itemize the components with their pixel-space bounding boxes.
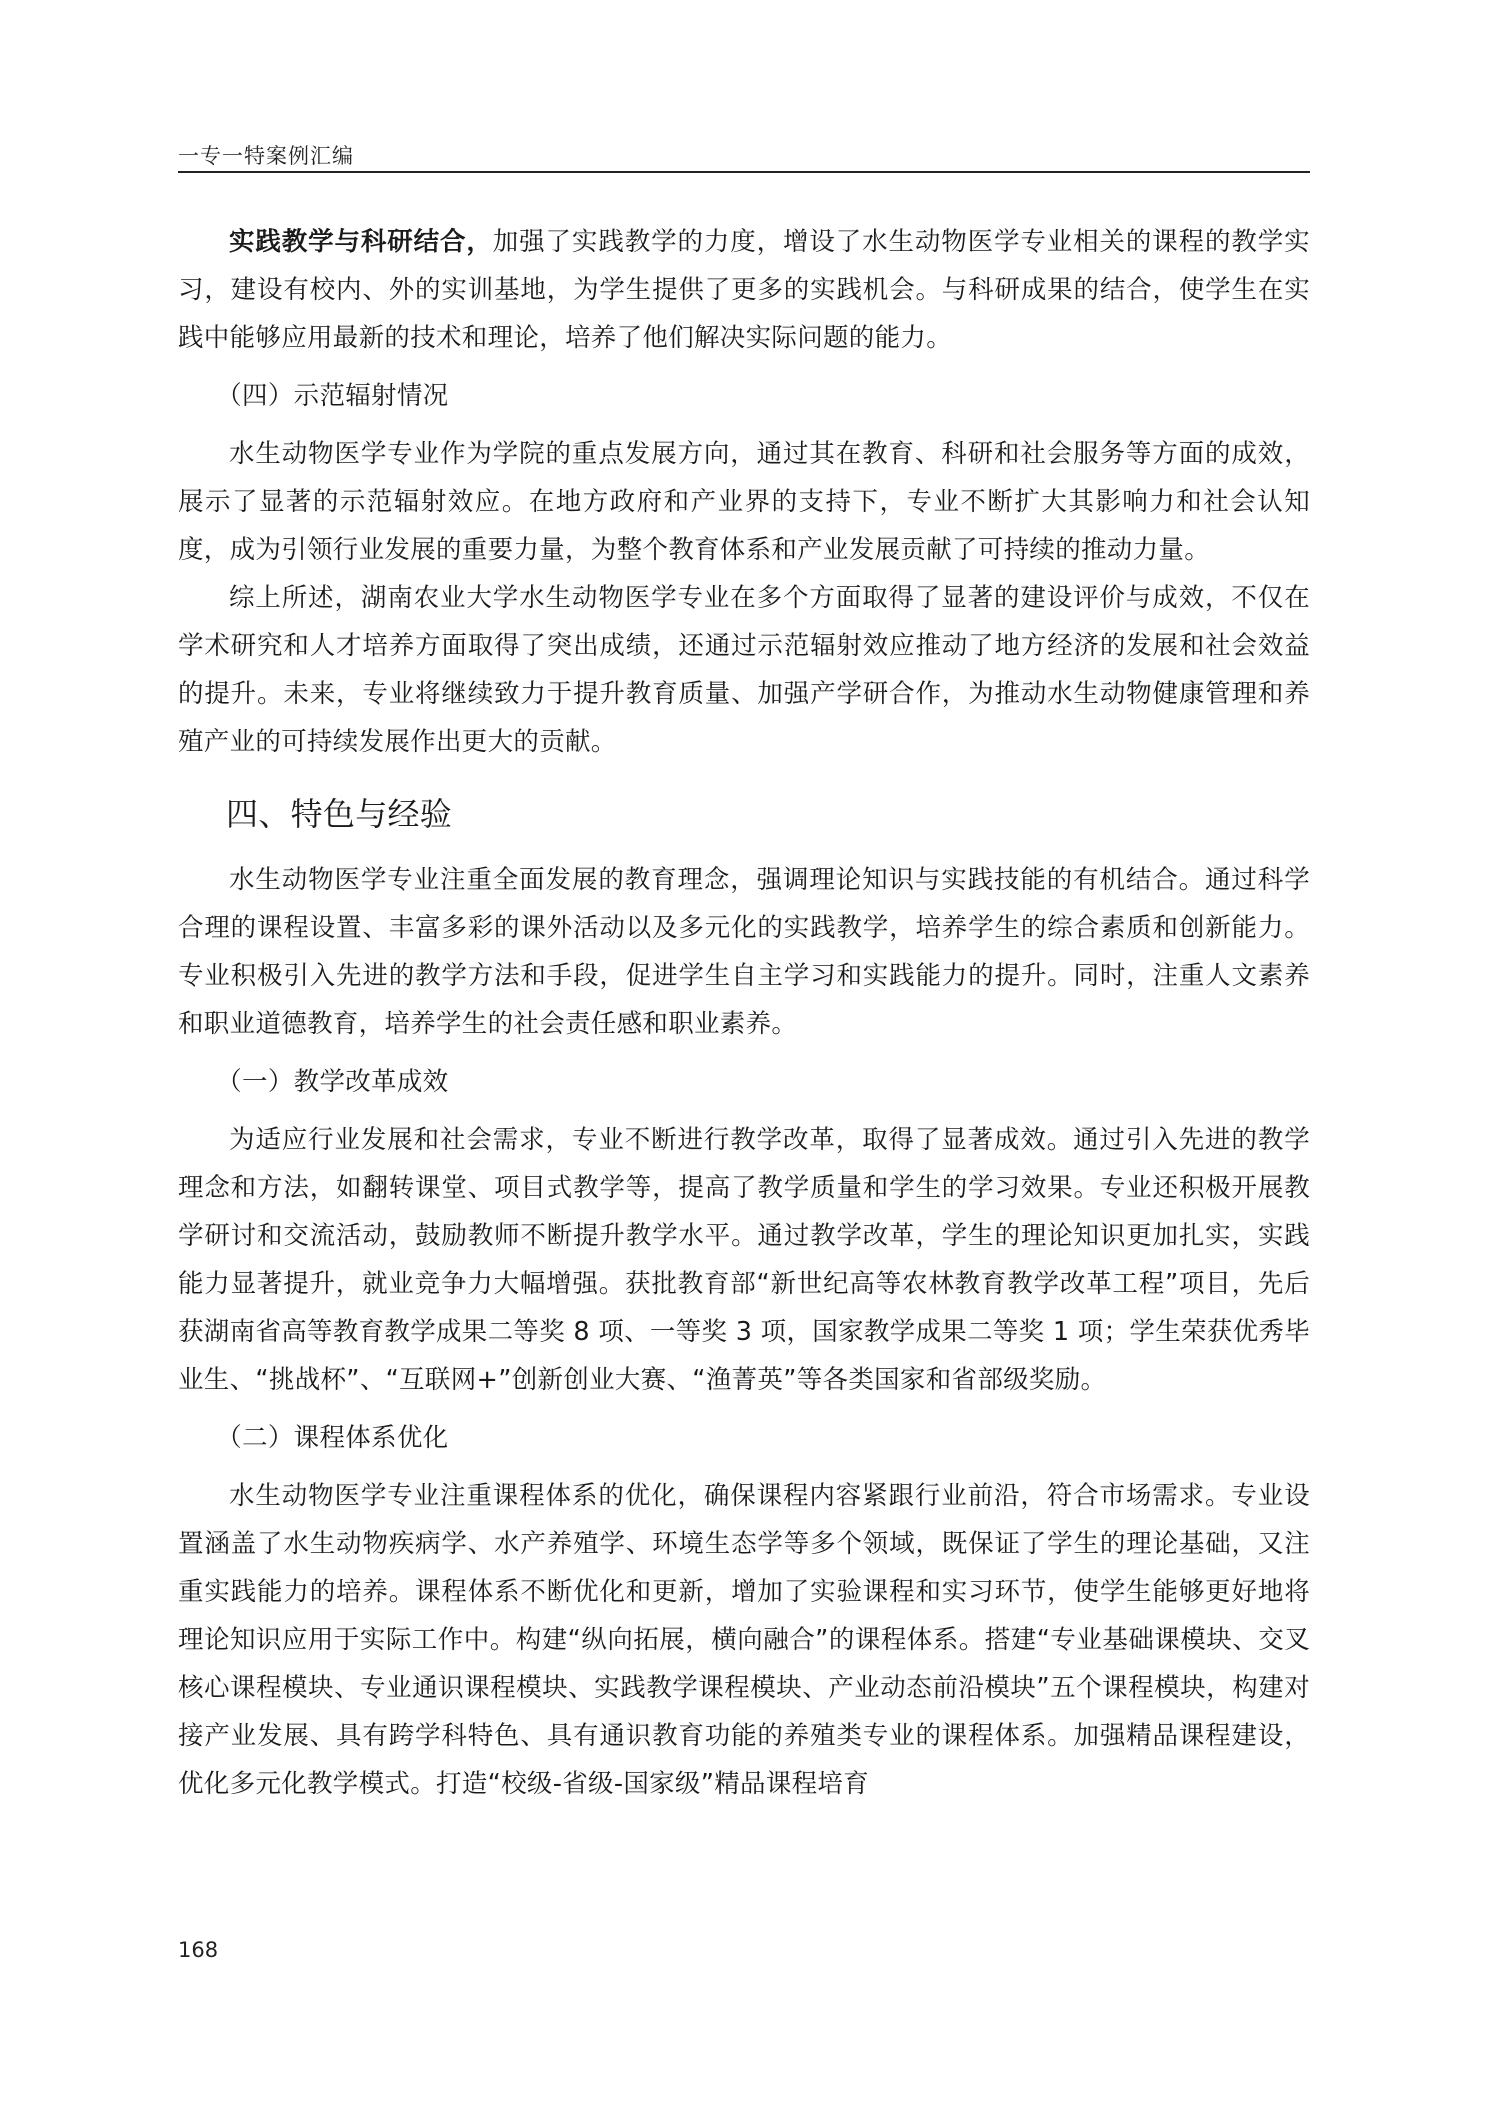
header-rule	[178, 171, 1310, 173]
subheading-demonstration: （四）示范辐射情况	[216, 381, 449, 411]
subheading-teaching-reform: （一）教学改革成效	[216, 1067, 449, 1097]
body-text	[178, 218, 1310, 1808]
page-number: 168	[178, 1938, 219, 1962]
paragraph-text: 加强了实践教学的力度，增设了水生动物医学专业相关的课程的教学实习，建设有校内、外的实训基地，为学生提供了更多的实践机会。与科研成果的结合，使学生在实践中能够应用最新的技术和理论，培养了他们解决实际问题的能力。	[178, 227, 1310, 353]
section-heading-features: 四、特色与经验	[226, 795, 453, 833]
paragraph-features: 水生动物医学专业注重全面发展的教育理念，强调理论知识与实践技能的有机结合。通过科学合理的课程设置、丰富多彩的课外活动以及多元化的实践教学，培养学生的综合素质和创新能力。专业积极引入先进的教学方法和手段，促进学生自主学习和实践能力的提升。同时，注重人文素养和职业道德教育，培养学生的社会责任感和职业素养。	[178, 865, 1310, 1039]
running-header: 一专一特案例汇编	[178, 144, 354, 168]
paragraph-curriculum: 水生动物医学专业注重课程体系的优化，确保课程内容紧跟行业前沿，符合市场需求。专业设置涵盖了水生动物疾病学、水产养殖学、环境生态学等多个领域，既保证了学生的理论基础，又注重实践能力的培养。课程体系不断优化和更新，增加了实验课程和实习环节，使学生能够更好地将理论知识应用于实际工作中。构建“纵向拓展，横向融合”的课程体系。搭建“专业基础课模块、交叉核心课程模块、专业通识课程模块、实践教学课程模块、产业动态前沿模块”五个课程模块，构建对接产业发展、具有跨学科特色、具有通识教育功能的养殖类专业的课程体系。加强精品课程建设，优化多元化教学模式。打造“校级-省级-国家级”精品课程培育	[178, 1481, 1310, 1799]
paragraph-lead-bold: 实践教学与科研结合，	[229, 227, 493, 257]
paragraph-teaching-reform: 为适应行业发展和社会需求，专业不断进行教学改革，取得了显著成效。通过引入先进的教学理念和方法，如翻转课堂、项目式教学等，提高了教学质量和学生的学习效果。专业还积极开展教学研讨和交流活动，鼓励教师不断提升教学水平。通过教学改革，学生的理论知识更加扎实，实践能力显著提升，就业竞争力大幅增强。获批教育部“新世纪高等农林教育教学改革工程”项目，先后获湖南省高等教育教学成果二等奖 8 项、一等奖 3 项，国家教学成果二等奖 1 项；学生荣获优秀毕业生、“挑战杯”、“互联网+”创新创业大赛、“渔菁英”等各类国家和省部级奖励。	[178, 1125, 1311, 1395]
paragraph-practice-research	[178, 218, 1310, 362]
subheading-curriculum: （二）课程体系优化	[216, 1423, 449, 1453]
paragraph-summary: 综上所述，湖南农业大学水生动物医学专业在多个方面取得了显著的建设评价与成效，不仅在学术研究和人才培养方面取得了突出成绩，还通过示范辐射效应推动了地方经济的发展和社会效益的提升。未来，专业将继续致力于提升教育质量、加强产学研合作，为推动水生动物健康管理和养殖产业的可持续发展作出更大的贡献。	[178, 583, 1310, 757]
paragraph-demonstration: 水生动物医学专业作为学院的重点发展方向，通过其在教育、科研和社会服务等方面的成效，展示了显著的示范辐射效应。在地方政府和产业界的支持下，专业不断扩大其影响力和社会认知度，成为引领行业发展的重要力量，为整个教育体系和产业发展贡献了可持续的推动力量。	[178, 439, 1310, 565]
